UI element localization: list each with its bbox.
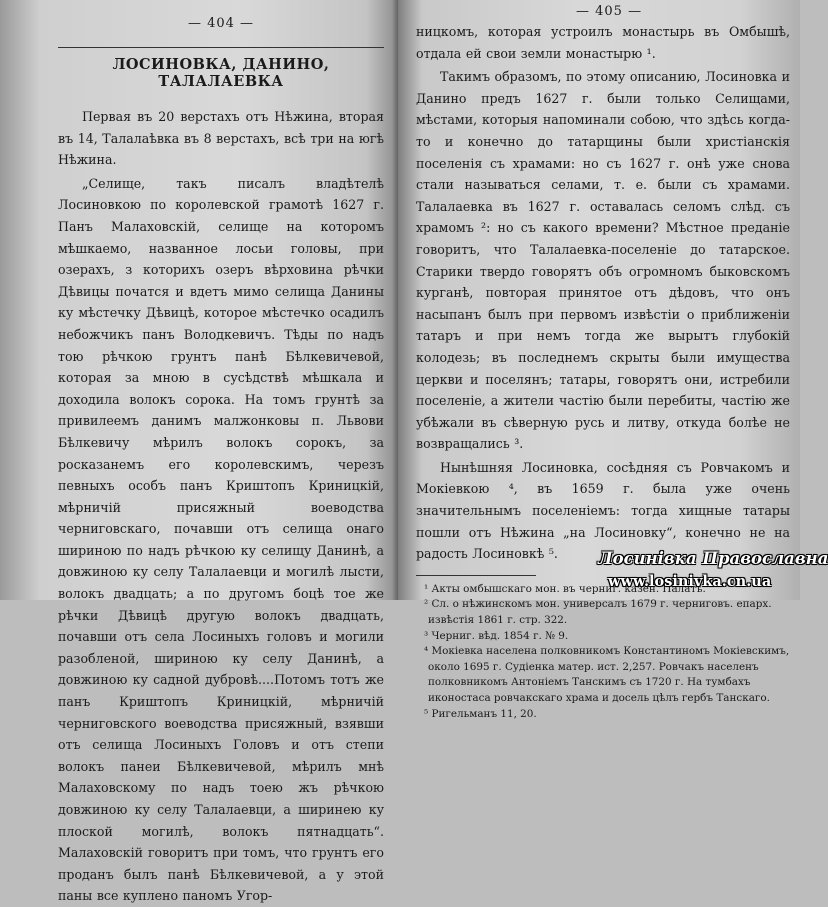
footnote: ³ Черниг. вѣд. 1854 г. № 9.	[424, 629, 569, 642]
intro-paragraph: Первая въ 20 верстахъ отъ Нѣжина, вторая въ 14, Талалаѣвка въ 8 верстахъ, всѣ три на югѣ Нѣжина.	[58, 109, 384, 168]
right-page	[398, 0, 828, 720]
footnote-rule	[416, 575, 536, 576]
chapter-title: ЛОСИНОВКА, ДАНИНО, ТАЛАЛАЕВКА	[112, 56, 330, 90]
title-rule	[58, 47, 384, 48]
watermark-title: Лосинівка Православна	[598, 549, 828, 568]
continuation-paragraph: ницкомъ, которая устроилъ монастырь въ Омбышѣ, отдала ей свои земли монастырю ¹.	[416, 24, 790, 61]
body-paragraph-2: Такимъ образомъ, по этому описанию, Лосиновка и Данино предъ 1627 г. были только Селищами, мѣстами, которыя напоминали собою, что здѣсь когда-то и конечно до татарщины были христіанскія поселенія съ храмами: но съ 1627 г. онѣ уже снова стали называться селами, т. е. были съ храмами. Талалаевка въ 1627 г. оставалась селомъ слѣд. съ храмомъ ²: но съ какого времени? Мѣстное преданіе говоритъ, что Талалаевка-поселеніе до татарское. Старики твердо говорятъ объ огромномъ быковскомъ курганѣ, повторая принятое отъ дѣдовъ, что онъ насыпанъ былъ при первомъ извѣстіи о приближеніи татаръ и при немъ тогда же вырытъ глубокій колодезь; въ последнемъ скрыты были имущества церкви и поселянъ; татары, говорятъ они, истребили поселеніе, а жители частію были перебиты, частію же убѣжали въ сѣверную русь и литву, откуда болѣе не возвращались ³.	[416, 69, 790, 452]
page-number-left: — 404 —	[187, 16, 255, 31]
footnotes	[416, 582, 790, 722]
left-page	[0, 0, 398, 904]
watermark-url: www.losinivka.cn.ua	[608, 573, 772, 590]
body-paragraph: „Селище, такъ писалъ владѣтелѣ Лосиновкою по королевской грамотѣ 1627 г. Панъ Малаховскій, селище на которомъ мѣшкаемо, названное лосьи головы, при озерахъ, з которихъ озеръ вѣрховина рѣчки Дѣвицы початся и вдетъ мимо селища Данины ку мѣстечку Дѣвицѣ, которое мѣстечко осадилъ небожчикъ панъ Володкевичъ. Тѣды по надъ тою рѣчкою грунтъ панѣ Бѣлкевичевой, которая за мною в сусѣдствѣ мѣшкала и доходила волокъ сорока. На томъ грунтѣ за привилеемъ данимъ малжонковы п. Львови Бѣлкевичу мѣрилъ волокъ сорокъ, за росказанемъ его королевскимъ, черезъ певныхъ особъ панъ Криштопъ Криницкій, мѣрничій присяжный воеводства черниговскаго, почавши отъ селища онаго шириною по надъ рѣчкою ку селищу Данинѣ, а довжиною ку селу Талалаевци и могилѣ лысти, волокъ двадцать; а по другомъ боцѣ тое же рѣчки Дѣвицѣ другую волокъ двадцать, почавши отъ села Лосиныхъ головъ и могили разобленой, шириною ку селу Данинѣ, а довжиною ку садной дубровѣ....Потомъ тотъ же панъ Криштопъ Криницкій, мѣрничій черниговского воеводства присяжный, взявши отъ селища Лосиныхъ Головъ и отъ степи волокъ панеи Бѣлкевичевой, мѣрилъ мнѣ Малаховскому по надъ тоею жъ рѣчкою довжиною ку селу Талалаевци, а ширинею ку плоской могилѣ, волокъ пятнадцать“. Малаховскій говоритъ при томъ, что грунтъ его проданъ былъ панѣ Бѣлкевичевой, а у этой паны все куплено паномъ Угор-	[58, 175, 384, 904]
footnote: ¹ Акты омбышскаго мон. въ черниг. казен. Палатѣ.	[424, 582, 706, 595]
body-paragraph-3: Нынѣшняя Лосиновка, сосѣдняя съ Ровчакомъ и Мокіевкою ⁴, въ 1659 г. была уже очень значительнымъ поселеніемъ: тогда хищные татары пошли отъ Нѣжина „на Лосиновку“, конечно не на радость Лосиновкѣ ⁵.	[416, 459, 790, 562]
footnote: ⁵ Ригельманъ 11, 20.	[424, 707, 537, 720]
footnote: ² Сл. о нѣжинскомъ мон. универсалъ 1679 г. черниговъ. епарх. извѣстія 1861 г. стр. 322.	[424, 598, 772, 627]
footnote: ⁴ Мокіевка населена полковникомъ Константиномъ Мокіевскимъ, около 1695 г. Судіенка матер. ист. 2,257. Ровчакъ населенъ полковникомъ Антоніемъ Танскимъ съ 1720 г. На тумбахъ иконостаса ровчакскаго храма и досель цѣлъ гербъ Танскаго.	[424, 645, 790, 704]
page-number-right: — 405 —	[576, 4, 643, 19]
